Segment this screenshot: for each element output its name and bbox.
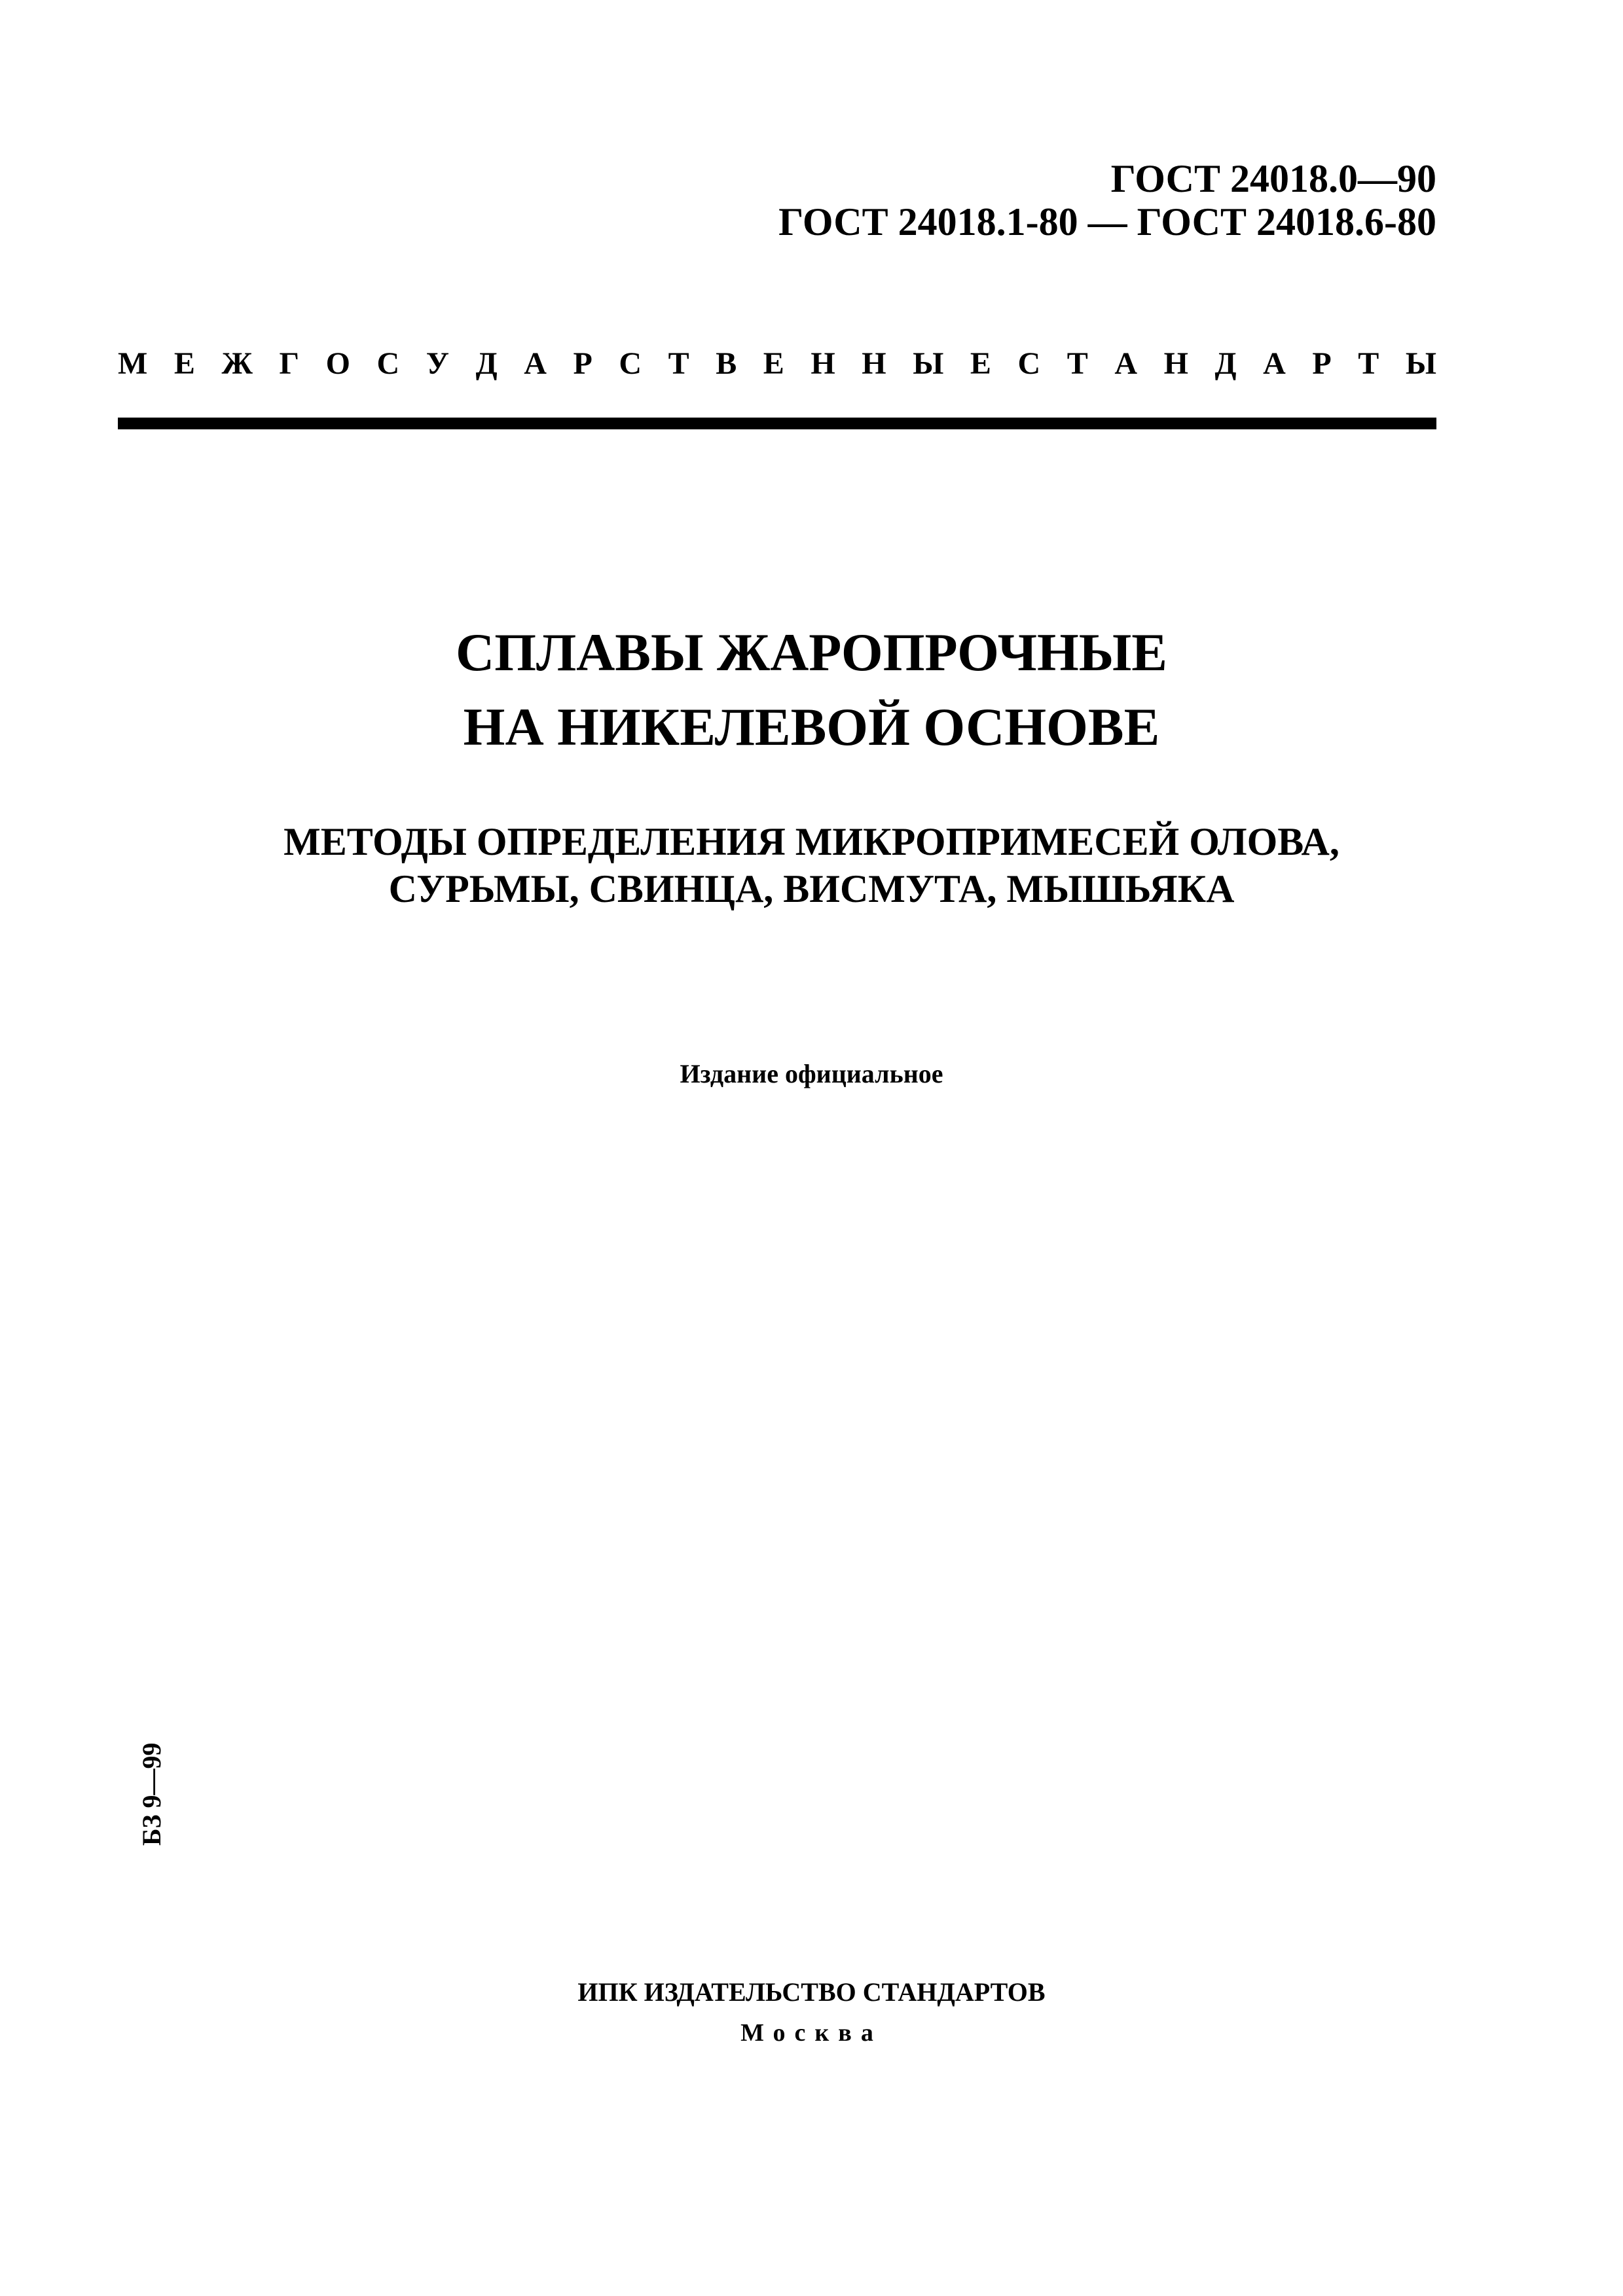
title-line-2: НА НИКЕЛЕВОЙ ОСНОВЕ — [463, 697, 1160, 757]
publisher-name: ИПК ИЗДАТЕЛЬСТВО СТАНДАРТОВ — [577, 1977, 1046, 2007]
document-title — [0, 615, 1623, 764]
subtitle-line-1: МЕТОДЫ ОПРЕДЕЛЕНИЯ МИКРОПРИМЕСЕЙ ОЛОВА, — [283, 820, 1340, 863]
edition-note: Издание официальное — [680, 1059, 943, 1088]
side-mark: БЗ 9—99 — [137, 1742, 166, 1846]
gost-codes — [778, 157, 1436, 243]
publisher-city: Москва — [740, 2019, 883, 2047]
series-divider — [118, 418, 1436, 429]
gost-code-primary: ГОСТ 24018.0—90 — [1110, 157, 1436, 200]
gost-code-range: ГОСТ 24018.1-80 — ГОСТ 24018.6-80 — [778, 200, 1436, 243]
title-line-1: СПЛАВЫ ЖАРОПРОЧНЫЕ — [455, 622, 1168, 682]
subtitle-line-2: СУРЬМЫ, СВИНЦА, ВИСМУТА, МЫШЬЯКА — [388, 867, 1235, 910]
series-label: М Е Ж Г О С У Д А Р С Т В Е Н Н Ы Е С Т А Н Д А Р Т Ы — [118, 346, 1436, 381]
document-subtitle — [0, 818, 1623, 912]
